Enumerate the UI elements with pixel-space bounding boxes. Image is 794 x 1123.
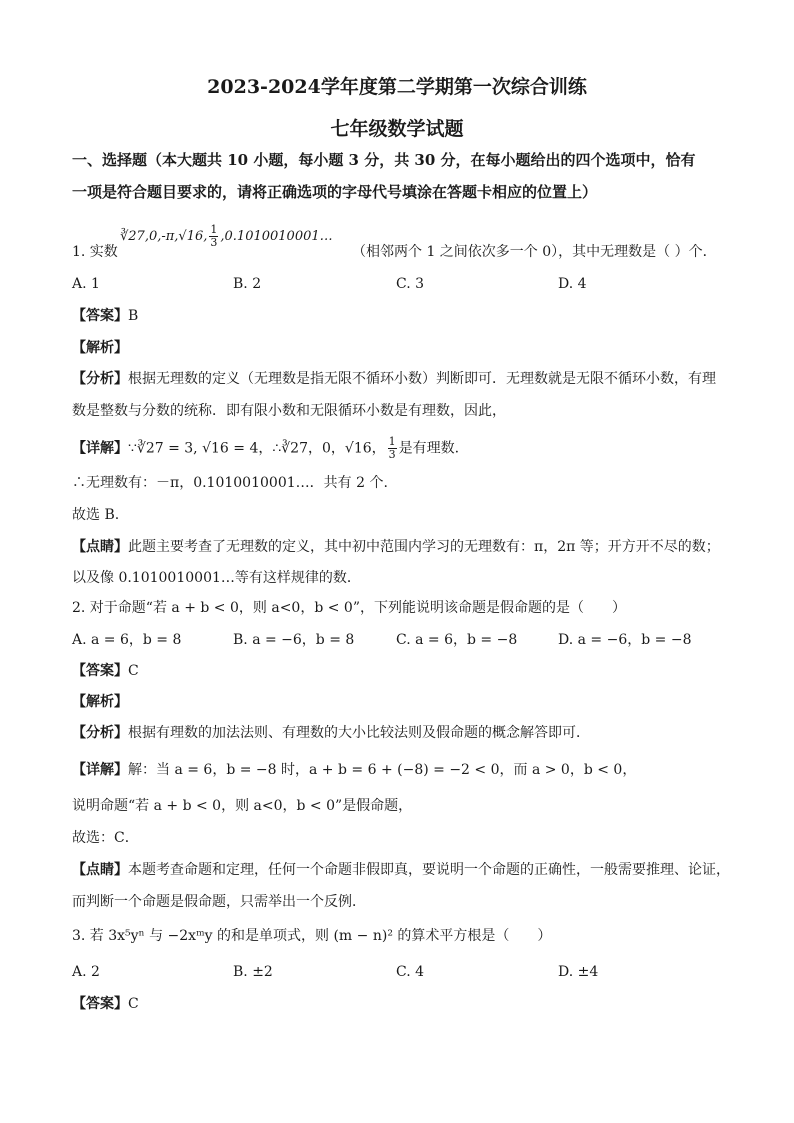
q2-answer-value: C	[128, 663, 139, 679]
q3-option-d: D. ±4	[558, 964, 599, 980]
q1-comment-line1	[72, 537, 720, 557]
q3-stem: 3. 若 3x⁵yⁿ 与 −2xᵐy 的和是单项式，则 (m − n)² 的算术平方根是（ ）	[72, 928, 552, 944]
q2-detail-line3: 故选：C．	[72, 830, 139, 846]
q1-detail-frac-den: 3	[388, 448, 396, 461]
q2-option-b: B. a = −6，b = 8	[233, 632, 355, 648]
q3-answer-line	[72, 994, 139, 1014]
q1-option-a: A. 1	[72, 276, 100, 292]
q2-fenxi-line1	[72, 723, 590, 743]
comment-tag: 【点睛】	[72, 539, 128, 555]
fenxi-tag: 【分析】	[72, 371, 128, 387]
detail-tag: 【详解】	[72, 440, 128, 457]
q2-stem: 2. 对于命题“若 a + b < 0，则 a<0，b < 0”，下列能说明该命题是假命题的是（ ）	[72, 600, 626, 616]
q1-fenxi-text1: 根据无理数的定义（无理数是指无限不循环小数）判断即可．无理数就是无限不循环小数，有理	[128, 371, 716, 387]
q1-numbers-part2: ,0.1010010001…	[220, 229, 333, 244]
q2-comment-line2: 而判断一个命题是假命题，只需举出一个反例．	[72, 894, 366, 910]
q1-numbers-part1: ∛27,0,-π,√16,	[120, 229, 208, 244]
q1-frac-den: 3	[210, 236, 218, 249]
q1-detail-line3: 故选 B.	[72, 507, 120, 523]
q2-comment-line1	[72, 860, 730, 880]
q1-comment-line2: 以及像 0.1010010001…等有这样规律的数．	[72, 570, 361, 586]
q1-fraction	[209, 224, 218, 249]
q1-numbers-expression	[120, 224, 333, 249]
q1-detail-line2: ∴无理数有：－π，0.1010010001…．共有 2 个.	[72, 475, 388, 491]
q1-option-c: C. 3	[396, 276, 425, 292]
q1-detail-text1b: 是有理数.	[398, 440, 460, 457]
q1-answer-line	[72, 306, 138, 326]
q1-analysis-tag: 【解析】	[72, 340, 128, 356]
document-title: 2023-2024学年度第二学期第一次综合训练	[207, 76, 587, 98]
q2-option-d: D. a = −6，b = −8	[558, 632, 692, 648]
document-subtitle: 七年级数学试题	[330, 118, 464, 140]
q1-answer-value: B	[128, 308, 139, 324]
q2-detail-text1: 解：当 a = 6，b = −8 时，a + b = 6 + (−8) = −2 < 0，而 a > 0，b < 0，	[128, 762, 637, 778]
detail-tag: 【详解】	[72, 762, 128, 778]
q1-frac-num: 1	[210, 223, 218, 236]
q3-option-a: A. 2	[72, 964, 100, 980]
q2-detail-line2: 说明命题“若 a + b < 0，则 a<0，b < 0”是假命题，	[72, 798, 413, 814]
q1-detail-text1a: ∵∛27 = 3, √16 = 4，∴∛27，0，√16，	[128, 440, 386, 457]
q1-stem-tail: （相邻两个 1 之间依次多一个 0），其中无理数是（ ）个．	[352, 244, 717, 260]
q1-option-b: B. 2	[233, 276, 262, 292]
answer-tag: 【答案】	[72, 996, 128, 1012]
q2-comment-text1: 本题考查命题和定理，任何一个命题非假即真，要说明一个命题的正确性，一般需要推理、论证，	[128, 862, 730, 878]
section-heading-line2: 一项是符合题目要求的，请将正确选项的字母代号填涂在答题卡相应的位置上）	[72, 183, 598, 201]
q3-answer-value: C	[128, 996, 139, 1012]
q1-number: 1. 实数	[72, 244, 118, 260]
q1-detail-frac-num: 1	[388, 435, 396, 448]
q2-fenxi-text1: 根据有理数的加法法则、有理数的大小比较法则及假命题的概念解答即可．	[128, 725, 590, 741]
q3-option-b: B. ±2	[233, 964, 273, 980]
q1-detail-line1	[72, 436, 459, 461]
q2-analysis-tag: 【解析】	[72, 694, 128, 710]
q2-option-c: C. a = 6，b = −8	[396, 632, 518, 648]
fenxi-tag: 【分析】	[72, 725, 128, 741]
q3-option-c: C. 4	[396, 964, 425, 980]
answer-tag: 【答案】	[72, 308, 128, 324]
q1-comment-text1: 此题主要考查了无理数的定义，其中初中范围内学习的无理数有：π，2π 等；开方开不尽的数；	[128, 539, 720, 555]
q2-answer-line	[72, 661, 139, 681]
q1-fenxi-line2: 数是整数与分数的统称．即有限小数和无限循环小数是有理数，因此，	[72, 403, 506, 419]
q2-detail-line1	[72, 760, 636, 780]
q1-fenxi-line1	[72, 369, 716, 389]
q2-option-a: A. a = 6，b = 8	[72, 632, 182, 648]
q1-detail-fraction	[388, 436, 397, 461]
answer-tag: 【答案】	[72, 663, 128, 679]
comment-tag: 【点睛】	[72, 862, 128, 878]
section-heading-line1: 一、选择题（本大题共 10 小题，每小题 3 分，共 30 分，在每小题给出的四个选项中，恰有	[72, 151, 696, 169]
q1-option-d: D. 4	[558, 276, 587, 292]
